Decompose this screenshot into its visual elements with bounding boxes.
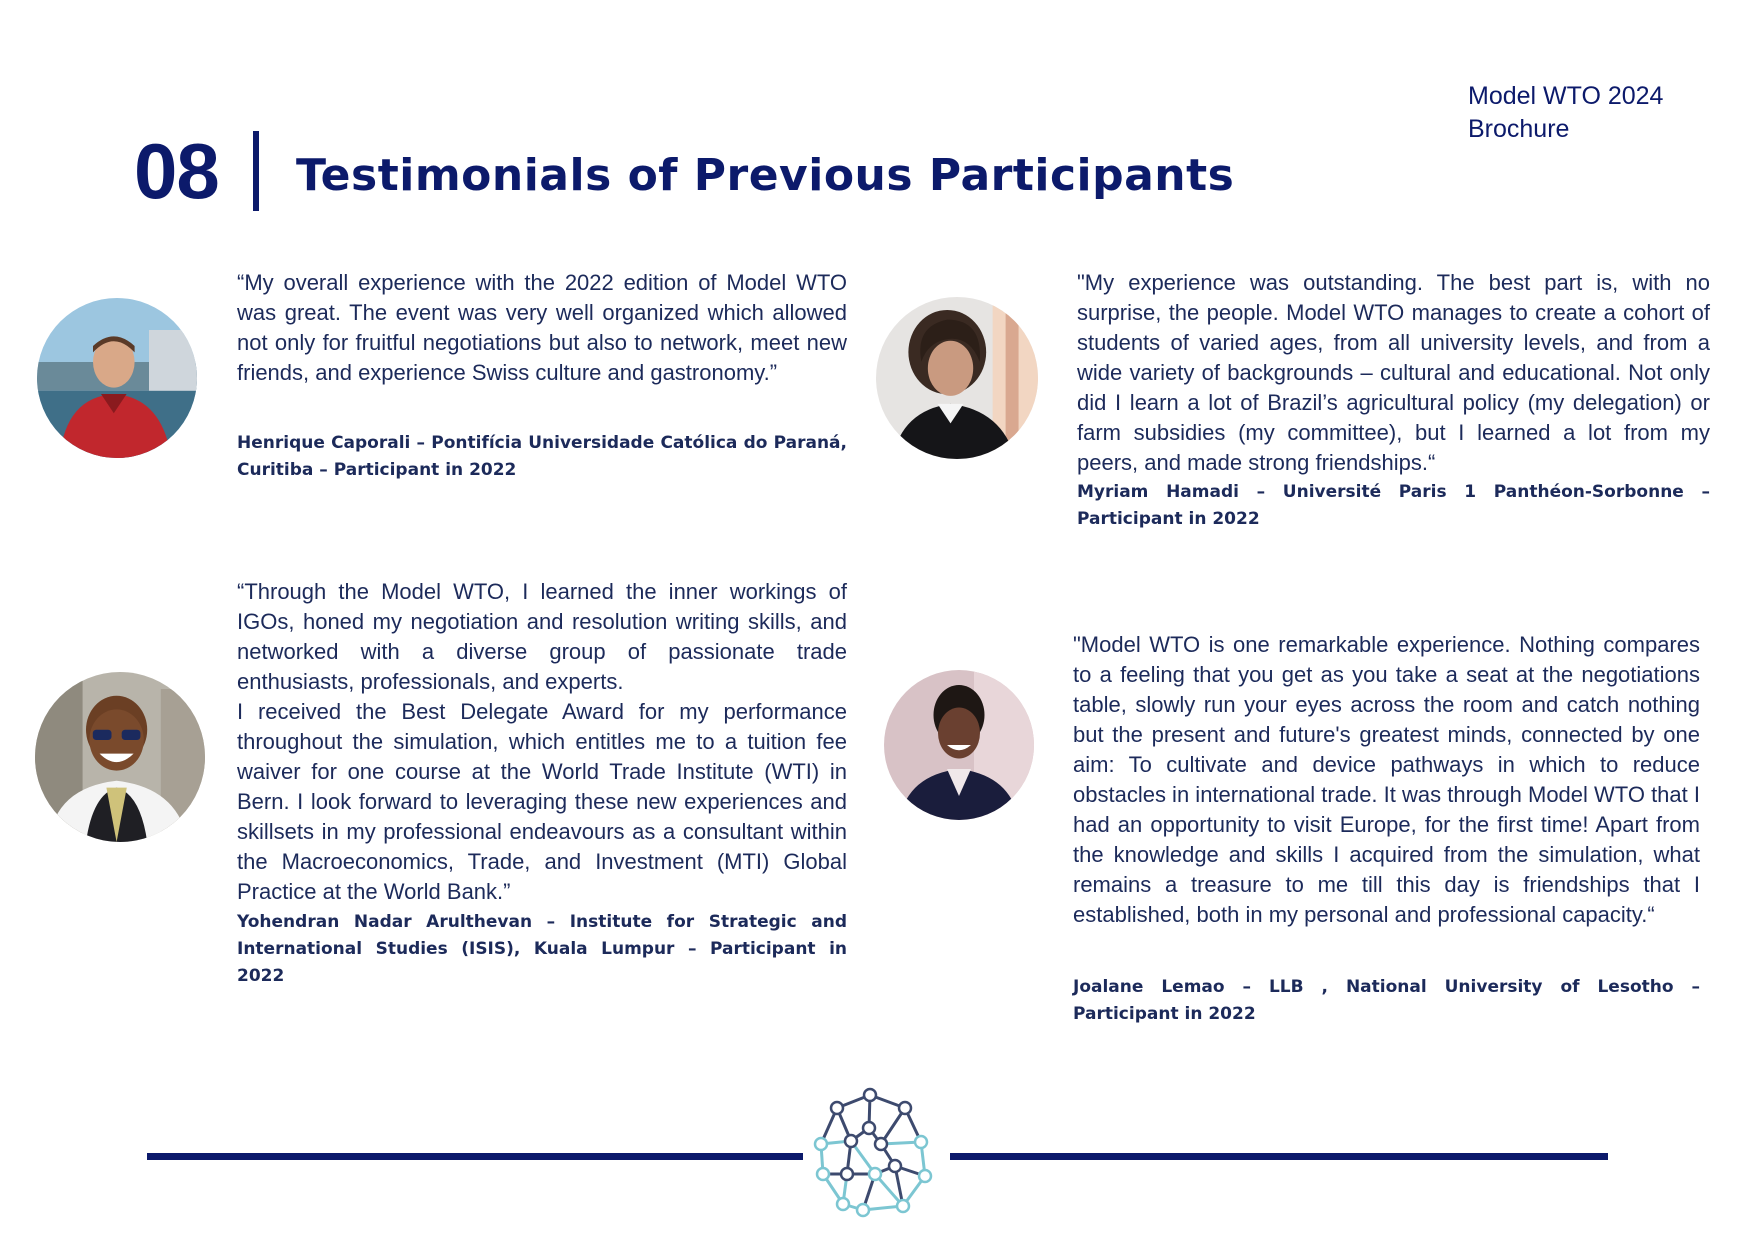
testimonial-attribution-2: Myriam Hamadi – Université Paris 1 Panthéon-Sorbonne – Participant in 2022	[1077, 482, 1710, 529]
brochure-label-line1: Model WTO 2024	[1468, 82, 1664, 110]
section-number: 08	[134, 127, 219, 215]
title-divider	[253, 131, 259, 211]
network-globe-logo-icon	[803, 1086, 945, 1228]
avatar-yohendran-nadar-arulthevan	[35, 672, 205, 842]
brochure-label	[1468, 80, 1663, 146]
testimonial-attribution-3: Yohendran Nadar Arulthevan – Institute for Strategic and International Studies (ISIS), Kuala Lumpur – Participant in 2022	[237, 912, 847, 986]
testimonial-quote-2: "My experience was outstanding. The best part is, with no surprise, the people. Model WTO manages to create a cohort of students of varied ages, from all university levels, and from a wide variety of backgrounds – cultural and educational. Not only did I learn a lot of Brazil’s agricultural policy (my delegation) or farm subsidies (my committee), but I learned a lot from my peers, and made strong friendships.“	[1077, 270, 1710, 475]
avatar-joalane-lemao	[884, 670, 1034, 820]
footer-rule-left	[147, 1153, 805, 1160]
footer-rule-right	[950, 1153, 1608, 1160]
testimonial-attribution-1: Henrique Caporali – Pontifícia Universidade Católica do Paraná, Curitiba – Participant in 2022	[237, 433, 847, 480]
testimonial-attribution-4: Joalane Lemao – LLB , National University of Lesotho – Participant in 2022	[1073, 977, 1700, 1024]
testimonial-quote-1: “My overall experience with the 2022 edition of Model WTO was great. The event was very well organized which allowed not only for fruitful negotiations but also to network, meet new friends, and experience Swiss culture and gastronomy.”	[237, 270, 847, 385]
avatar-henrique-caporali	[37, 298, 197, 458]
testimonial-quote-3: “Through the Model WTO, I learned the inner workings of IGOs, honed my negotiation and resolution writing skills, and networked with a diverse group of passionate trade enthusiasts, professionals, and experts. I received the Best Delegate Award for my performance throughout the simulation, which entitles me to a tuition fee waiver for one course at the World Trade Institute (WTI) in Bern. I look forward to leveraging these new experiences and skillsets in my professional endeavours as a consultant within the Macroeconomics, Trade, and Investment (MTI) Global Practice at the World Bank.”	[237, 579, 847, 904]
avatar-myriam-hamadi	[876, 297, 1038, 459]
testimonial-quote-4: "Model WTO is one remarkable experience. Nothing compares to a feeling that you get as you take a seat at the negotiations table, slowly run your eyes across the room and catch nothing but the present and future's greatest minds, connected by one aim: To cultivate and device pathways in which to reduce obstacles in international trade. It was through Model WTO that I had an opportunity to visit Europe, for the first time! Apart from the knowledge and skills I acquired from the simulation, what remains a treasure to me till this day is friendships that I established, both in my personal and professional capacity.“	[1073, 632, 1700, 927]
brochure-label-line2: Brochure	[1468, 115, 1570, 143]
page-title: Testimonials of Previous Participants	[296, 150, 1235, 201]
